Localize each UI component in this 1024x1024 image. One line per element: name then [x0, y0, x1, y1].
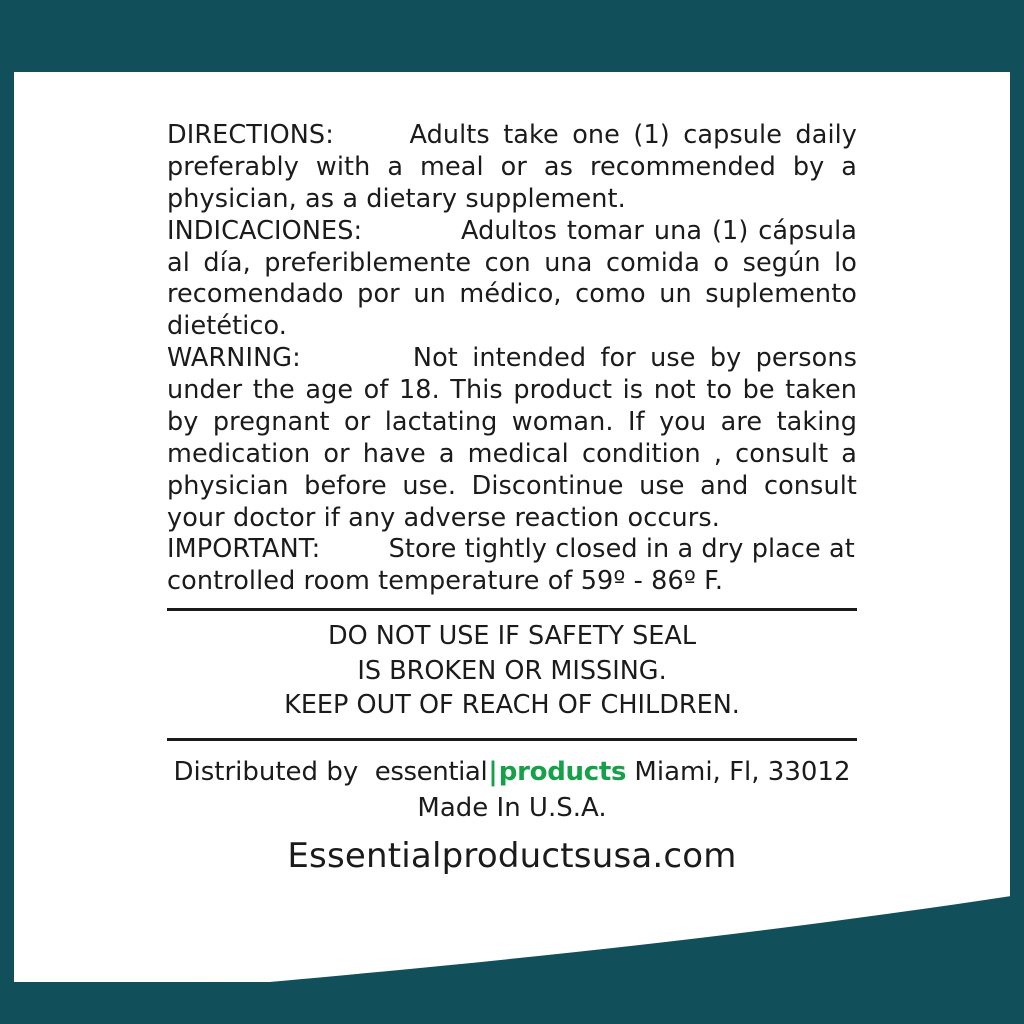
- indicaciones-paragraph: [167, 216, 857, 344]
- directions-paragraph: [167, 120, 857, 216]
- safety-seal-block: [167, 611, 857, 728]
- indicaciones-text: Adultos tomar una (1) cápsula al día, preferiblemente con una comida o según lo recomendado por un médico, como un suplemento dietético.: [167, 215, 857, 342]
- distributed-by-line: [162, 755, 862, 790]
- directions-heading: DIRECTIONS:: [167, 120, 334, 150]
- brand-products-text: products: [498, 757, 627, 788]
- indicaciones-heading: INDICACIONES:: [167, 215, 363, 246]
- distributed-by-prefix: Distributed by: [173, 757, 359, 788]
- top-teal-band: [0, 0, 1024, 72]
- important-text: Store tightly closed in a dry place at controlled room temperature of 59º - 86º F.: [167, 534, 855, 597]
- website-line: Essentialproductsusa.com: [287, 835, 737, 876]
- made-in-line: Made In U.S.A.: [417, 793, 607, 824]
- safety-seal-line-2: IS BROKEN OR MISSING.: [357, 655, 667, 686]
- warning-heading: WARNING:: [167, 343, 301, 374]
- brand-divider-bar: |: [488, 757, 498, 788]
- safety-seal-line-1: DO NOT USE IF SAFETY SEAL: [327, 621, 697, 652]
- distributor-address: Miami, Fl, 33012: [634, 757, 851, 788]
- brand-essential-text: essential: [374, 757, 488, 788]
- warning-text: Not intended for use by persons under the age of 18. This product is not to be taken by pregnant or lactating woman. If you are taking medication or have a medical condition , consult a physician before use. Discontinue use and consult your doctor if any adverse reaction occurs.: [167, 343, 857, 533]
- label-content: [0, 72, 1024, 882]
- bottom-teal-curve: [0, 864, 1024, 1024]
- instructions-block: [167, 72, 857, 598]
- important-heading: IMPORTANT:: [167, 534, 321, 565]
- warning-paragraph: [167, 343, 857, 534]
- keep-out-of-reach-line: KEEP OUT OF REACH OF CHILDREN.: [284, 689, 740, 720]
- directions-text: Adults take one (1) capsule daily preferably with a meal or as recommended by a physician, as a dietary supplement.: [167, 120, 857, 214]
- distributor-block: [162, 741, 862, 881]
- important-paragraph: [167, 534, 857, 598]
